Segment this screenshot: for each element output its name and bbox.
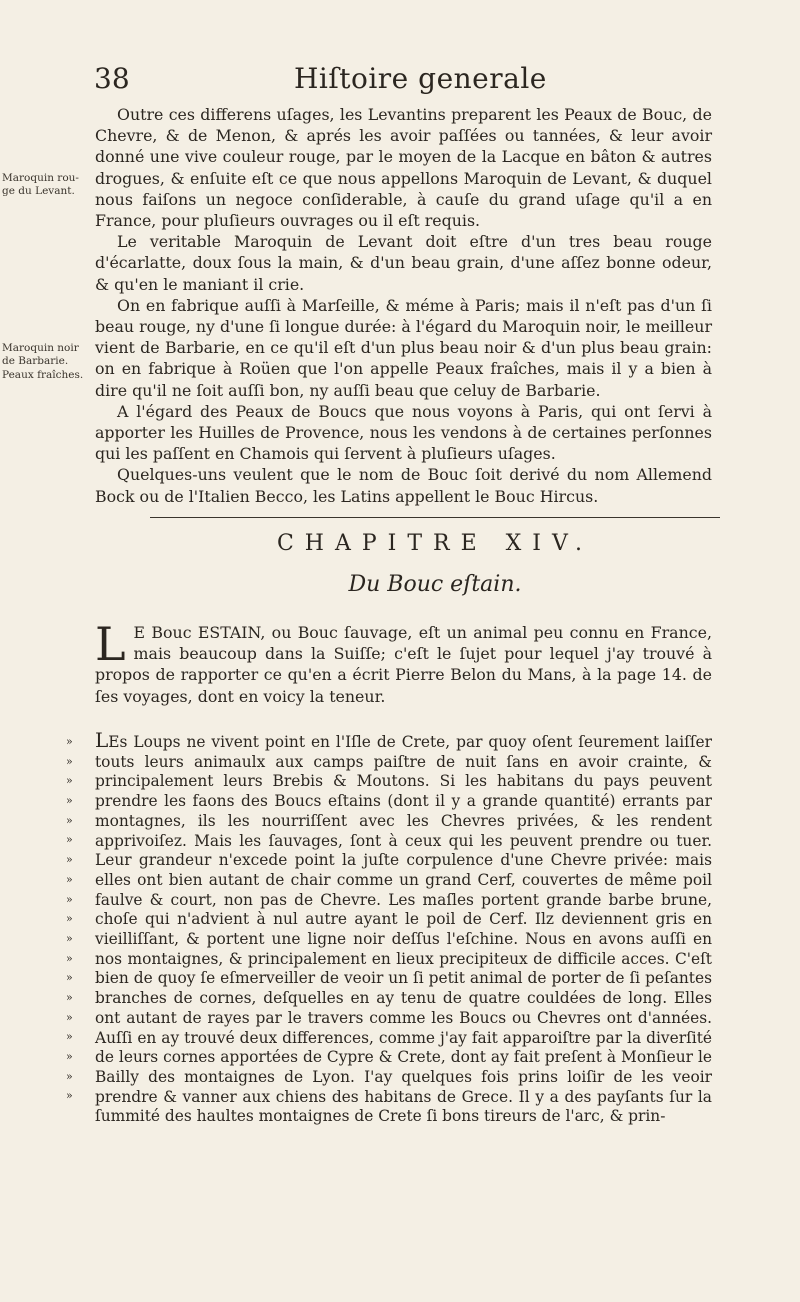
quotation-mark: » — [66, 931, 73, 945]
quotation-mark: » — [66, 1010, 73, 1024]
quotation-mark: » — [66, 1030, 73, 1044]
paragraph: Quelques-uns veulent que le nom de Bouc ſoit derivé du nom Allemend Bock ou de l'Italien Becco, les Latins appellent le Bouc Hircus. — [95, 465, 712, 506]
paragraph: On en fabrique auſſi à Marſeille, & méme à Paris; mais il n'eſt pas d'un ſi beau rouge, ny d'une ſi longue durée: à l'égard du Maroquin noir, le meilleur vient de Barbarie, en ce qu'il eſt d'un plus beau noir & d'un plus beau grain: on en fabrique à Roüen que l'on appelle Peaux fraîches, mais il y a bien à dire qu'il ne ſoit auſſi bon, ny auſſi beau que celuy de Barbarie. — [95, 295, 712, 400]
margin-note-peaux-fraiches: Peaux fraîches. — [2, 369, 84, 381]
quote-paragraph — [95, 728, 712, 1127]
quotation-mark: » — [66, 774, 73, 788]
chapter-title: Du Bouc eſtain. — [348, 572, 522, 597]
quotation-mark: » — [66, 872, 73, 886]
quotation-mark: » — [66, 794, 73, 808]
opening-text: E Bouc ESTAIN, ou Bouc ſauvage, eſt un animal peu connu en France, mais beaucoup dans la Suiſſe; c'eſt le ſujet pour lequel j'ay trouvé à propos de rapporter ce qu'en a écrit Pierre Belon du Mans, à la page 14. de ſes voyages, dont en voicy la teneur. — [95, 623, 712, 706]
quotation-marks-column — [66, 732, 82, 1106]
quotation-mark: » — [66, 971, 73, 985]
paragraph: Le veritable Maroquin de Levant doit eſtre d'un tres beau rouge d'écarlatte, doux ſous la main, & d'un beau grain, d'une aſſez bonne odeur, & qu'en le maniant il crie. — [95, 232, 712, 294]
quotation-mark: » — [66, 853, 73, 867]
paragraph: A l'égard des Peaux de Boucs que nous voyons à Paris, qui ont ſervi à apporter les Huilles de Provence, nous les vendons à de certaines perſonnes qui les paſſent en Chamois qui ſervent à pluſieurs uſages. — [95, 401, 712, 464]
margin-note-maroquin-rouge: Maroquin rou-ge du Levant. — [2, 172, 79, 197]
chapter-heading: CHAPITRE XIV. — [276, 531, 594, 556]
quotation-mark: » — [66, 1050, 73, 1063]
quotation-mark: » — [66, 735, 73, 748]
page-number: 38 — [94, 62, 130, 95]
quotation-mark: » — [66, 754, 73, 768]
quoted-passage — [95, 728, 712, 1127]
chapter-opening-paragraph — [95, 617, 712, 707]
running-title: Hiſtoire generale — [294, 62, 547, 95]
chapter-opening — [95, 617, 712, 707]
margin-note-maroquin-noir: Maroquin noir de Barbarie. — [2, 342, 79, 367]
quotation-mark: » — [66, 990, 73, 1004]
quotation-mark: » — [66, 912, 73, 926]
page-header — [94, 62, 714, 98]
quotation-mark: » — [66, 833, 73, 847]
quotation-mark: » — [66, 1069, 73, 1083]
quote-initial: L — [95, 728, 109, 752]
quotation-mark: » — [66, 813, 73, 827]
section-rule — [150, 517, 720, 518]
quotation-mark: » — [66, 1089, 73, 1103]
quote-text: Es Loups ne vivent point en l'Iſle de Crete, par quoy oſent ſeurement laiſſer touts leurs animaulx aux camps paiſtre de nuit ſans en avoir crainte, & principalement leurs Brebis & Moutons. Si les habitans du pays peuvent prendre les faons des Boucs eſtains (dont il y a grande quantité) errants par montagnes, ils les nourriſſent avec les Chevres privées, & les rendent apprivoiſez. Mais les ſauvages, ſont à ceux qui les peuvent prendre ou tuer. Leur grandeur n'excede point la juſte corpulence d'une Chevre privée: mais elles ont bien autant de chair comme un grand Cerf, couvertes de même poil faulve & court, non pas de Chevre. Les maſles portent grande barbe brune, choſe qui n'advient à nul autre ayant le poil de Cerf. Ilz deviennent gris en vieilliſſant, & portent une ligne noir deſſus l'eſchine. Nous en avons auſſi en nos montaignes, & principalement en lieux precipiteux de difficile acces. C'eſt bien de quoy ſe eſmerveiller de veoir un ſi petit animal de porter de ſi peſantes branches de cornes, deſquelles en ay tenu de quatre couldées de long. Elles ont autant de rayes par le travers comme les Boucs ou Chevres ont d'années. Auſſi en ay trouvé deux differences, comme j'ay fait apparoiſtre par la diverſité de leurs cornes apportées de Cypre & Crete, dont ay fait preſent à Monſieur le Bailly des montaignes de Lyon. I'ay quelques fois prins loiſir de les veoir prendre & vanner aux chiens des habitans de Grece. Il y a des payſants ſur la ſummité des haultes montaignes de Crete ſi bons tireurs de l'arc, & prin- — [95, 733, 712, 1126]
quotation-mark: » — [66, 951, 73, 965]
intro-text — [95, 104, 712, 507]
quotation-mark: » — [66, 892, 73, 906]
drop-cap: L — [95, 617, 126, 671]
paragraph: Outre ces differens uſages, les Levantins preparent les Peaux de Bouc, de Chevre, & de Menon, & aprés les avoir paſſées ou tannées, & leur avoir donné une vive couleur rouge, par le moyen de la Lacque en bâton & autres drogues, & enſuite eſt ce que nous appellons Maroquin de Levant, & duquel nous faiſons un negoce conſiderable, à cauſe du grand uſage qu'il a en France, pour pluſieurs ouvrages ou il eſt requis. — [95, 105, 712, 231]
